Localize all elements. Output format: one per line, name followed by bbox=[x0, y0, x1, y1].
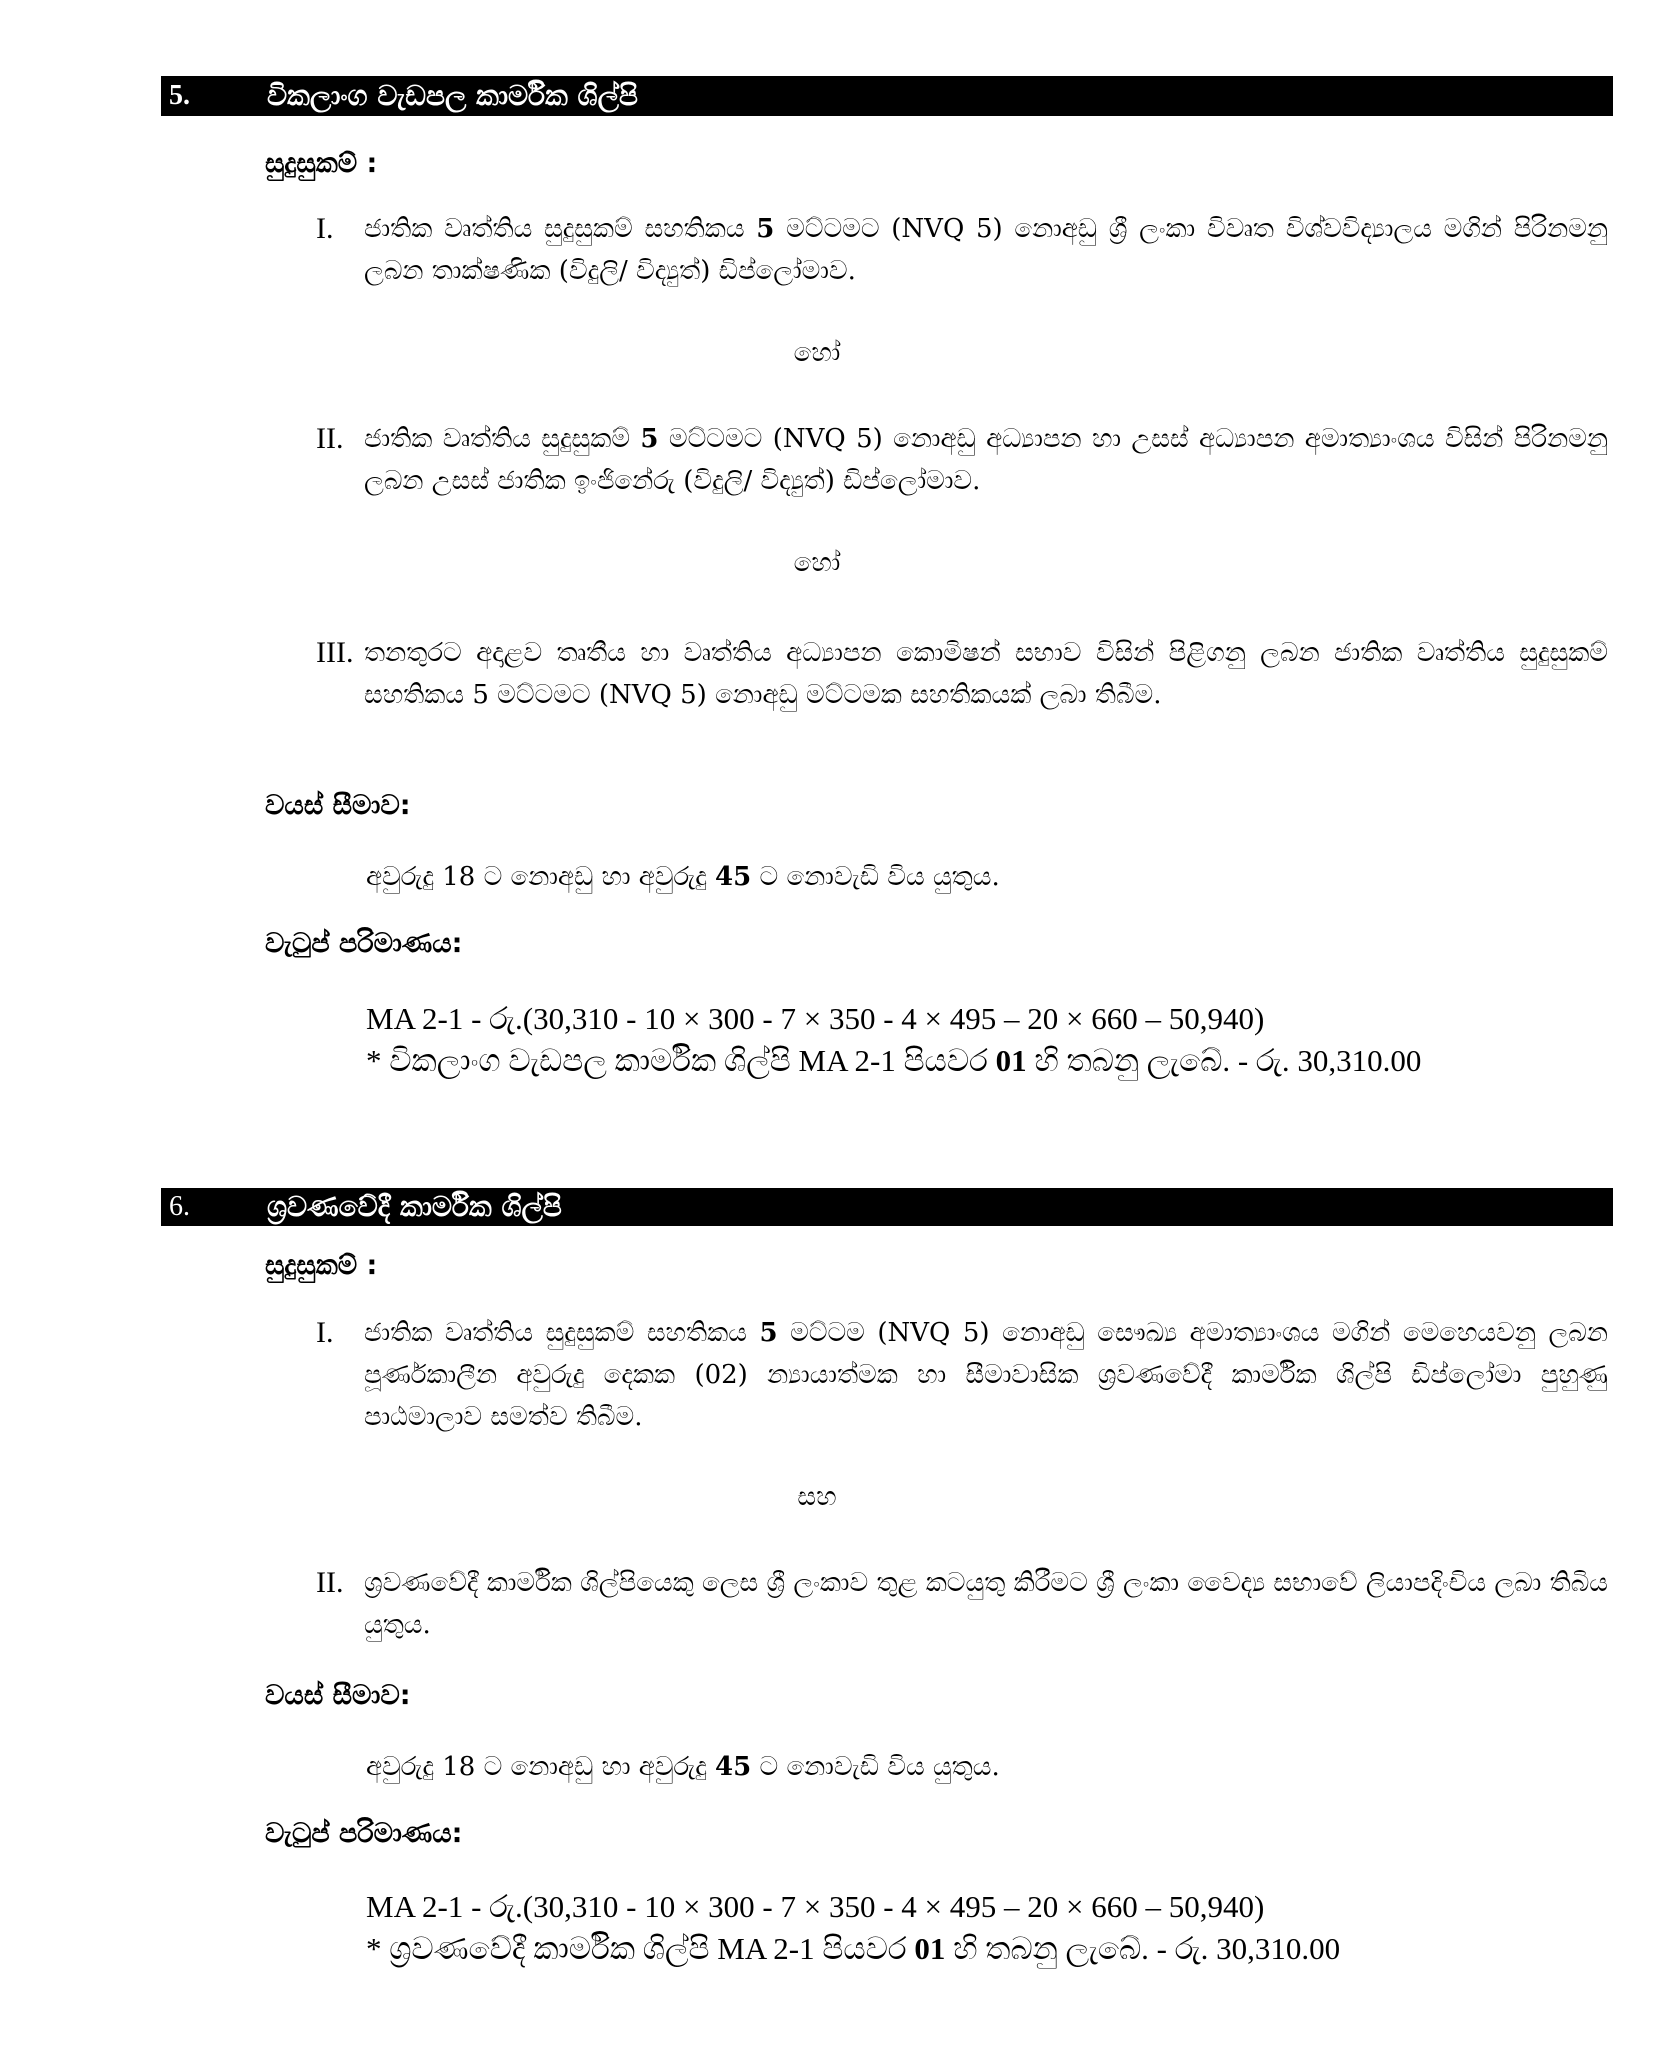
text-part: ට නොවැඩි විය යුතුය. bbox=[751, 1752, 1000, 1782]
text-bold: 45 bbox=[715, 1752, 752, 1782]
section-5-qualification-3 bbox=[316, 632, 1610, 716]
roman-numeral: I. bbox=[316, 1316, 334, 1349]
section-6-title: ශ්‍රවණවේදී කාර්මික ශිල්පි bbox=[267, 1190, 562, 1223]
qualification-text bbox=[364, 1562, 1608, 1646]
qualification-text bbox=[364, 208, 1608, 292]
qualification-text bbox=[364, 1312, 1608, 1438]
section-5-header bbox=[161, 76, 1613, 116]
text-part: අවුරුදු 18 ට නොඅඩු හා අවුරුදු bbox=[366, 862, 716, 892]
text-part: මට්ටමට (NVQ 5) නොඅඩු අධ්‍යාපන හා උසස් අධ්‍යාපන අමාත්‍යාංශය විසින් පිරිනමනු ලබන උසස් ජාතික ඉංජිනේරු (විදුලි/ විද්‍යුත්) ඩිප්ලෝමාව. bbox=[364, 424, 1609, 496]
connector-text: හෝ bbox=[793, 548, 841, 578]
section-5-age-heading: වයස් සීමාව: bbox=[265, 790, 411, 821]
section-6-qualification-1 bbox=[316, 1312, 1610, 1438]
text-part: අවුරුදු 18 ට නොඅඩු හා අවුරුදු bbox=[366, 1752, 716, 1782]
connector-text: සහ bbox=[797, 1482, 837, 1512]
section-6-age-heading: වයස් සීමාව: bbox=[265, 1680, 411, 1711]
text-part: මට්ටම (NVQ 5) නොඅඩු සෞඛ්‍ය අමාත්‍යාංශය මගින් මෙහෙයවනු ලබන පූර්ණකාලීන අවුරුදු දෙකක (02) න්‍යායාත්මක හා සීමාවාසික ශ්‍රවණවේදී කාර්මික ශිල්පි ඩිප්ලෝමා පුහුණු පාඨමාලාව සමත්ව තිබීම. bbox=[364, 1318, 1608, 1432]
connector-text: හෝ bbox=[793, 338, 841, 368]
section-6-number: 6. bbox=[169, 1191, 190, 1222]
text-bold: 45 bbox=[715, 862, 752, 892]
section-6-qualification-2 bbox=[316, 1562, 1610, 1646]
text-part: හි තබනු ලැබේ. - රු. 30,310.00 bbox=[1026, 1043, 1422, 1078]
section-5-qualifications-heading: සුදුසුකම් : bbox=[265, 148, 378, 179]
roman-numeral: I. bbox=[316, 212, 334, 245]
section-6-header bbox=[161, 1188, 1613, 1226]
section-6-salary-scale: MA 2-1 - රු.(30,310 - 10 × 300 - 7 × 350 - 4 × 495 – 20 × 660 – 50,940) bbox=[366, 1889, 1265, 1924]
section-5-connector-1 bbox=[0, 338, 1654, 369]
qualification-text bbox=[364, 632, 1608, 716]
roman-numeral: II. bbox=[316, 1566, 344, 1599]
text-part: මට්ටමට (NVQ 5) නොඅඩු ශ්‍රී ලංකා විවෘත විශ්වවිද්‍යාලය මගින් පිරිනමනු ලබන තාක්ෂණික (විදුලි/ විද්‍යුත්) ඩිප්ලෝමාව. bbox=[364, 214, 1608, 286]
section-5-qualification-2 bbox=[316, 418, 1610, 502]
text-part: ජාතික වෘත්තිය සුදුසුකම් bbox=[364, 424, 641, 454]
text-part: ජාතික වෘත්තිය සුදුසුකම් සහතිකය bbox=[364, 1318, 760, 1348]
section-5-connector-2 bbox=[0, 548, 1654, 579]
section-5-salary-heading: වැටුප් පරිමාණය: bbox=[265, 928, 463, 959]
section-5-age-text bbox=[366, 862, 1000, 893]
section-6-salary-heading: වැටුප් පරිමාණය: bbox=[265, 1818, 463, 1849]
section-5-salary-scale: MA 2-1 - රු.(30,310 - 10 × 300 - 7 × 350 - 4 × 495 – 20 × 660 – 50,940) bbox=[366, 1001, 1265, 1036]
section-6-connector-1 bbox=[0, 1482, 1654, 1513]
section-6-salary-step bbox=[366, 1928, 1340, 1970]
text-bold: 01 bbox=[914, 1931, 946, 1966]
text-part: හි තබනු ලැබේ. - රු. 30,310.00 bbox=[945, 1931, 1341, 1966]
roman-numeral: II. bbox=[316, 422, 344, 455]
text-part: ට නොවැඩි විය යුතුය. bbox=[751, 862, 1000, 892]
section-5-number: 5. bbox=[169, 80, 190, 111]
text-bold: 5 bbox=[640, 424, 659, 454]
section-5-salary-step bbox=[366, 1040, 1421, 1082]
text-part: තනතුරට අදාළව තෘතීය හා වෘත්තිය අධ්‍යාපන කොමිෂන් සභාව විසින් පිළිගනු ලබන ජාතික වෘත්තිය සුදුසුකම් සහතිකය 5 මට්ටමට (NVQ 5) නොඅඩු මට්ටමක සහතිකයක් ලබා තිබීම. bbox=[364, 638, 1608, 710]
section-5-qualification-1 bbox=[316, 208, 1610, 292]
text-part: * විකලාංග වැඩපල කාර්මික ශිල්පි MA 2-1 පියවර bbox=[366, 1043, 996, 1078]
qualification-text bbox=[364, 418, 1608, 502]
section-6-qualifications-heading: සුදුසුකම් : bbox=[265, 1250, 378, 1281]
text-bold: 5 bbox=[756, 214, 775, 244]
text-part: ශ්‍රවණවේදී කාර්මික ශිල්පියෙකු ලෙස ශ්‍රී ලංකාව තුළ කටයුතු කිරීමට ශ්‍රී ලංකා වෛද්‍ය සභාවේ ලියාපදිංචිය ලබා තිබිය යුතුය. bbox=[364, 1568, 1608, 1640]
text-part: * ශ්‍රවණවේදී කාර්මික ශිල්පි MA 2-1 පියවර bbox=[366, 1931, 915, 1966]
text-bold: 5 bbox=[759, 1318, 778, 1348]
text-part: ජාතික වෘත්තිය සුදුසුකම් සහතිකය bbox=[364, 214, 757, 244]
text-bold: 01 bbox=[995, 1043, 1027, 1078]
section-5-title: විකලාංග වැඩපල කාර්මික ශිල්පි bbox=[267, 79, 638, 112]
section-6-age-text bbox=[366, 1752, 1000, 1783]
roman-numeral: III. bbox=[316, 636, 354, 669]
